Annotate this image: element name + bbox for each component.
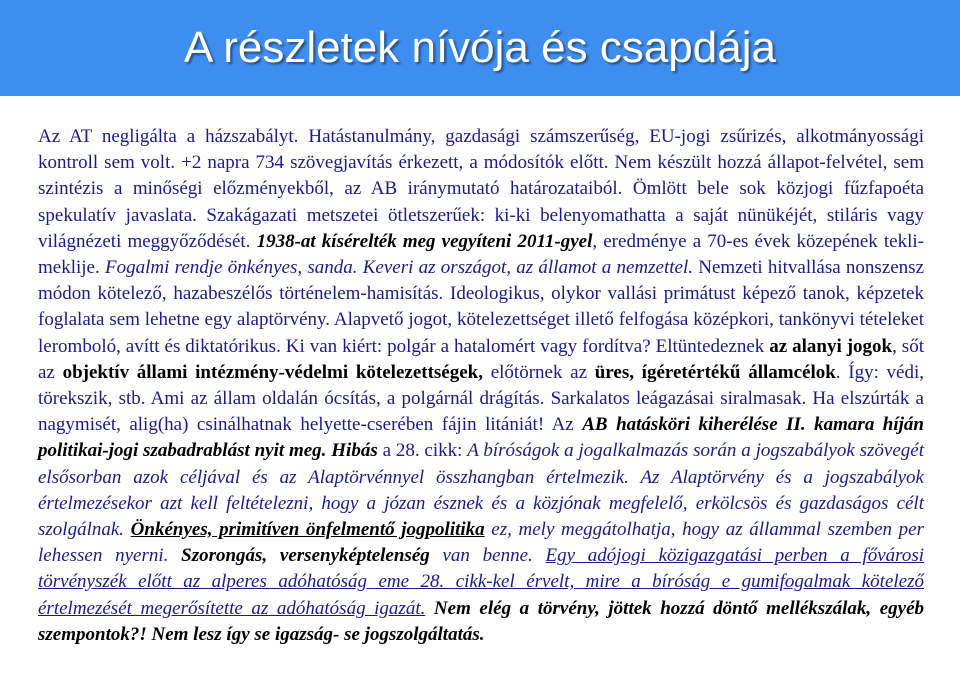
text-nemzeti-hitvallas: Nemzeti hitvallása nonszensz módon kötelező, hazabeszélős történelem-hamisítás. Ideologikus, olykor vallási primátust képező tanok, képzetek foglalata sem lehetne egy alaptörvény. Alapvető jogot, kötelezettséget illető felfogása középkori, tankönyvi tételeket leromboló, avítt és diktatórikus. Ki van kiért: polgár a hatalomért vagy fordítva? Eltüntedeznek bbox=[38, 257, 925, 357]
text-birosagok-quote: A bíróságok a jogalkalmazás során a jogszabályok szövegét elsősorban azok céljával és az Alaptörvénnyel összhangban értelmezik. Az Alaptörvény és a jogszabályok értelmezésekor azt kell feltételezni, hogy a józan észnek és a közjónak megfelelő, erkölcsös és gazdaságos célt szolgálnak. bbox=[38, 440, 924, 541]
text-28-cikk: a 28. cikk: bbox=[382, 440, 463, 462]
body-paragraph bbox=[38, 124, 924, 648]
text-adojogi-per: Egy adójogi közigazgatási perben a fővárosi törvényszék előtt az alperes adóhatóság eme 28. cikk-kel érvelt, mire a bíróság e gumifogalmak kötelező értelmezését megerősítette az adóhatóság igazát. bbox=[38, 545, 925, 619]
text-elotornek: előtörnek az bbox=[490, 361, 588, 383]
text-1938: 1938-at kísérelték meg vegyíteni 2011-gyel bbox=[256, 230, 593, 252]
title-banner bbox=[0, 0, 960, 96]
text-alanyi-jogok: az alanyi jogok bbox=[769, 335, 893, 357]
text-szorongas: Szorongás, versenyképtelenség bbox=[181, 545, 430, 567]
text-intro: Az AT negligálta a házszabályt. Hatástanulmány, gazdasági számszerűség, EU-jogi zsűrizés, alkotmányossági kontroll sem volt. +2 napra 734 szövegjavítás érkezett, a módosítók előtt. Nem készült hozzá állapot-felvétel, sem szintézis a minőségi előzményekből, az AB iránymutató határozataiból. Ömlött bele sok közjogi fűzfapoéta spekulatív javaslata. Szakágazati metszetei ötletszerűek: ki-ki belenyomathatta a saját nünükéjét, stiláris vagy világnézeti meggyőződését. bbox=[38, 126, 924, 252]
text-ures-allamcelok: üres, ígéretértékű államcélok bbox=[594, 361, 836, 383]
text-igy-vedi: . Így: védi, törekszik, stb. Ami az állam oldalán ócsítás, a polgárnál drágítás. Sarkalatos leágazásai siralmasak. Ha elszúrták a nagymisét, alig(ha) csinálhatnak helyette-cserében fájin litániát! Az bbox=[38, 361, 925, 436]
text-nem-eleg: Nem elég a törvény, jöttek hozzá döntő mellékszálak, egyéb szempontok?! Nem lesz így se igazság- se jogszolgáltatás. bbox=[38, 597, 924, 645]
text-objektiv: objektív állami intézmény-védelmi kötelezettségek, bbox=[62, 361, 483, 383]
text-ab-hataskori: AB hatásköri kiherélése II. kamara híján politikai-jogi szabadrablást nyit meg. Hibás bbox=[38, 414, 924, 462]
text-fogalmi-rend: Fogalmi rendje önkényes, sanda. Keveri az országot, az államot a nemzettel. bbox=[105, 257, 693, 279]
text-sot-az: , sőt az bbox=[38, 335, 924, 383]
page-title: A részletek nívója és csapdája bbox=[184, 23, 776, 72]
text-per-nyerni: ez, mely meggátolhatja, hogy az állammal szemben per lehessen nyerni. bbox=[38, 519, 925, 567]
text-van-benne: van benne. bbox=[442, 545, 533, 567]
text-result: , eredménye a 70-es évek közepének tekli-meklije. bbox=[38, 230, 925, 279]
text-onkenyes: Önkényes, primitíven önfelmentő jogpolitika bbox=[130, 519, 485, 541]
